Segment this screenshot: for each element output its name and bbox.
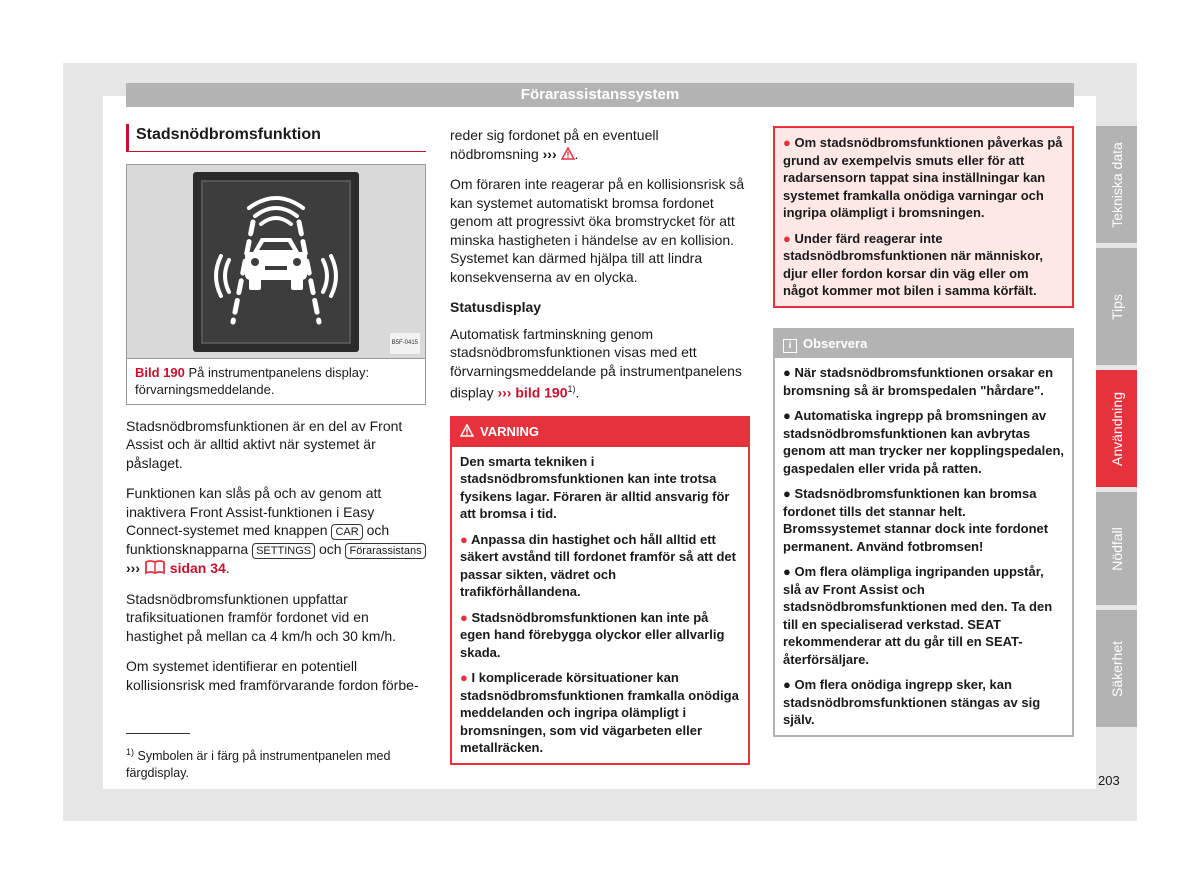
bullet-icon: ● xyxy=(460,609,468,625)
note-item: ● Stadsnödbromsfunktionen kan bromsa fordonet tills det stannar helt. Bromssystemet stannar dock inte fordonet permanent. Använd fotbromsen! xyxy=(783,486,1049,554)
page-number: 203 xyxy=(1098,773,1120,788)
warning-item xyxy=(460,669,740,757)
tab-label: Säkerhet xyxy=(1108,640,1125,697)
bullet-icon: ● xyxy=(460,670,468,686)
bullet-icon: ● xyxy=(783,135,791,150)
display-frame xyxy=(193,172,359,352)
tab-label: Nödfall xyxy=(1108,526,1125,571)
note-item: ● Automatiska ingrepp på bromsningen av stadsnödbromsfunktionen kan avbrytas genom att man trycker ner kopplingspedalen, gaspedalen eller vrida på ratten. xyxy=(783,408,1065,476)
reference-arrow: ››› xyxy=(497,384,512,401)
warning-item xyxy=(460,531,740,601)
warning-item xyxy=(460,609,740,662)
page-reference-link[interactable]: sidan 34 xyxy=(169,560,226,576)
bullet-icon: ● xyxy=(783,230,791,246)
text-run: och xyxy=(319,541,342,557)
warning-triangle-icon xyxy=(460,424,474,437)
warning-header xyxy=(452,418,748,447)
car-key: CAR xyxy=(331,524,362,540)
note-item-text: Automatiska ingrepp på bromsningen av stadsnödbromsfunktionen kan avbrytas genom att man trycker ner kopplingspedalen, gaspedalen eller vrida på ratten. xyxy=(783,408,1065,476)
paragraph: Om systemet identifierar en potentiell kollisionsrisk med framförvarande fordon förbe- xyxy=(126,658,419,693)
note-item-text: Stadsnödbromsfunktionen kan bromsa fordonet tills det stannar helt. Bromssystemet stannar dock inte fordonet permanent. Använd fotbromsen! xyxy=(783,486,1049,554)
note-box xyxy=(773,328,1074,737)
note-item-text: Om flera onödiga ingrepp sker, kan stadsnödbromsfunktionen stängas av sig själv. xyxy=(783,677,1041,727)
bullet-icon: ● xyxy=(460,531,468,547)
city-emergency-brake-warning-icon xyxy=(203,182,349,342)
note-item-text: Om flera olämpliga ingripanden uppstår, slå av Front Assist och stadsnödbromsfunktionen med den. Ta den till en specialiserad verkstad. SEAT rekommenderar att du går till en SEAT-återförsäljare. xyxy=(783,564,1053,667)
warning-item-text: Om stadsnödbromsfunktionen påverkas på grund av exempelvis smuts eller för att radarsensorn tappat sina inställningar kan systemet framkalla onödiga varningar och ingripa olämpligt i bromsningen. xyxy=(783,135,1063,220)
text-run: . xyxy=(575,384,580,401)
warning-body xyxy=(452,447,748,763)
text-run: och funktionsknapparna xyxy=(126,522,390,557)
warning-item-text: I komplicerade körsituationer kan stadsnödbromsfunktionen framkalla onödiga meddelanden och ingripa olämpligt i bromsningen, som vid vägarbeten eller metallräcken. xyxy=(460,670,739,756)
paragraph: Stadsnödbromsfunktionen uppfattar trafiksituationen framför fordonet vid en hastighet på mellan ca 4 km/h och 30 km/h. xyxy=(126,590,397,644)
note-item: ● När stadsnödbromsfunktionen orsakar en bromsning så är bromspedalen "hårdare". xyxy=(783,365,1054,398)
tab-tekniska-data[interactable] xyxy=(1096,126,1137,243)
note-item: ● Om flera onödiga ingrepp sker, kan stadsnödbromsfunktionen stängas av sig själv. xyxy=(783,677,1041,727)
warning-item-text: Stadsnödbromsfunktionen kan inte på egen hand förebygga olyckor eller allvarlig skada. xyxy=(460,609,725,660)
text-run: reder sig fordonet på en eventuell nödbromsning xyxy=(450,127,659,162)
tab-anvandning[interactable] xyxy=(1096,370,1137,487)
text-run: . xyxy=(574,145,579,162)
chapter-header: Förarassistanssystem xyxy=(126,83,1074,107)
footnote xyxy=(126,744,416,782)
note-item: ● Om flera olämpliga ingripanden uppstår, slå av Front Assist och stadsnödbromsfunktionen med den. Ta den till en specialiserad verkstad. SEAT rekommenderar att du går till en SEAT-återförsäljare. xyxy=(783,564,1053,667)
tab-sakerhet[interactable] xyxy=(1096,610,1137,727)
footnote-divider xyxy=(126,733,190,734)
tab-label: Tips xyxy=(1108,293,1125,320)
subheading: Statusdisplay xyxy=(450,299,542,315)
warning-triangle-icon xyxy=(561,147,575,160)
tab-label: Tekniska data xyxy=(1108,141,1125,228)
note-body xyxy=(775,358,1072,735)
info-icon: i xyxy=(783,339,797,353)
warning-continuation-box xyxy=(773,126,1074,308)
reference-arrow: ››› xyxy=(126,560,140,576)
warning-item xyxy=(783,134,1064,222)
paragraph xyxy=(450,325,750,403)
warning-box xyxy=(450,416,750,765)
note-item-text: När stadsnödbromsfunktionen orsakar en bromsning så är bromspedalen "hårdare". xyxy=(783,365,1054,398)
figure-code: B5F-0415 xyxy=(390,333,420,354)
warning-item-text: Anpassa din hastighet och håll alltid ett säkert avstånd till fordonet framför så att det passar sikten, vädret och trafikförhållandena. xyxy=(460,531,736,600)
column-left xyxy=(126,124,426,706)
note-title: Observera xyxy=(803,335,868,351)
paragraph xyxy=(126,484,426,578)
note-header xyxy=(775,330,1072,359)
driver-assist-key: Förarassistans xyxy=(345,543,425,559)
caption-text: På instrumentpanelens display: förvarningsmeddelande. xyxy=(135,364,370,397)
warning-item xyxy=(783,230,1064,300)
settings-key: SETTINGS xyxy=(252,543,315,559)
caption-label: Bild 190 xyxy=(135,364,185,380)
book-reference-icon xyxy=(144,559,166,575)
column-right xyxy=(773,126,1074,737)
column-middle xyxy=(450,126,750,765)
paragraph: Om föraren inte reagerar på en kollisionsrisk så kan systemet automatiskt bromsa fordonet genom att progressivt öka bromstrycket för att minska hastigheten i händelse av en kollision. Systemet kan därmed hjälpa till att lindra konsekvenserna av en olycka. xyxy=(450,176,745,285)
section-title: Stadsnödbromsfunktion xyxy=(126,124,426,152)
display-screen xyxy=(201,180,351,344)
text-run: Automatisk fartminskning genom stadsnödbromsfunktionen visas med ett förvarningsmeddelande på instrumentpanelens display xyxy=(450,325,742,401)
footnote-mark: 1) xyxy=(126,747,135,757)
footnote-text: Symbolen är i färg på instrumentpanelen med färgdisplay. xyxy=(126,749,391,781)
paragraph xyxy=(450,126,750,163)
text-run: Funktionen kan slås på och av genom att inaktivera Front Assist-funktionen i Easy Connect-systemet med knappen xyxy=(126,485,382,538)
figure-reference-link[interactable]: bild 190 xyxy=(515,384,568,401)
tab-label: Användning xyxy=(1108,391,1125,466)
figure-image xyxy=(126,164,426,359)
footnote-marker: 1) xyxy=(567,384,576,394)
warning-intro: Den smarta tekniken i stadsnödbromsfunktionen kan inte trotsa fysikens lagar. Föraren är alltid ansvarig för att bromsa i tid. xyxy=(460,453,730,522)
tab-tips[interactable] xyxy=(1096,248,1137,365)
reference-arrow: ››› xyxy=(542,145,557,162)
warning-continuation-body xyxy=(775,128,1072,306)
warning-item-text: Under färd reagerar inte stadsnödbromsfunktionen när människor, djur eller fordon korsar din väg eller om något kommer mot bilen i samma körfält. xyxy=(783,230,1044,298)
text-run: . xyxy=(225,560,230,576)
paragraph: Stadsnödbromsfunktionen är en del av Front Assist och är alltid aktivt när systemet är påslaget. xyxy=(126,417,403,471)
warning-title: VARNING xyxy=(480,424,539,440)
figure-caption xyxy=(126,359,426,405)
tab-nodfall[interactable] xyxy=(1096,492,1137,605)
